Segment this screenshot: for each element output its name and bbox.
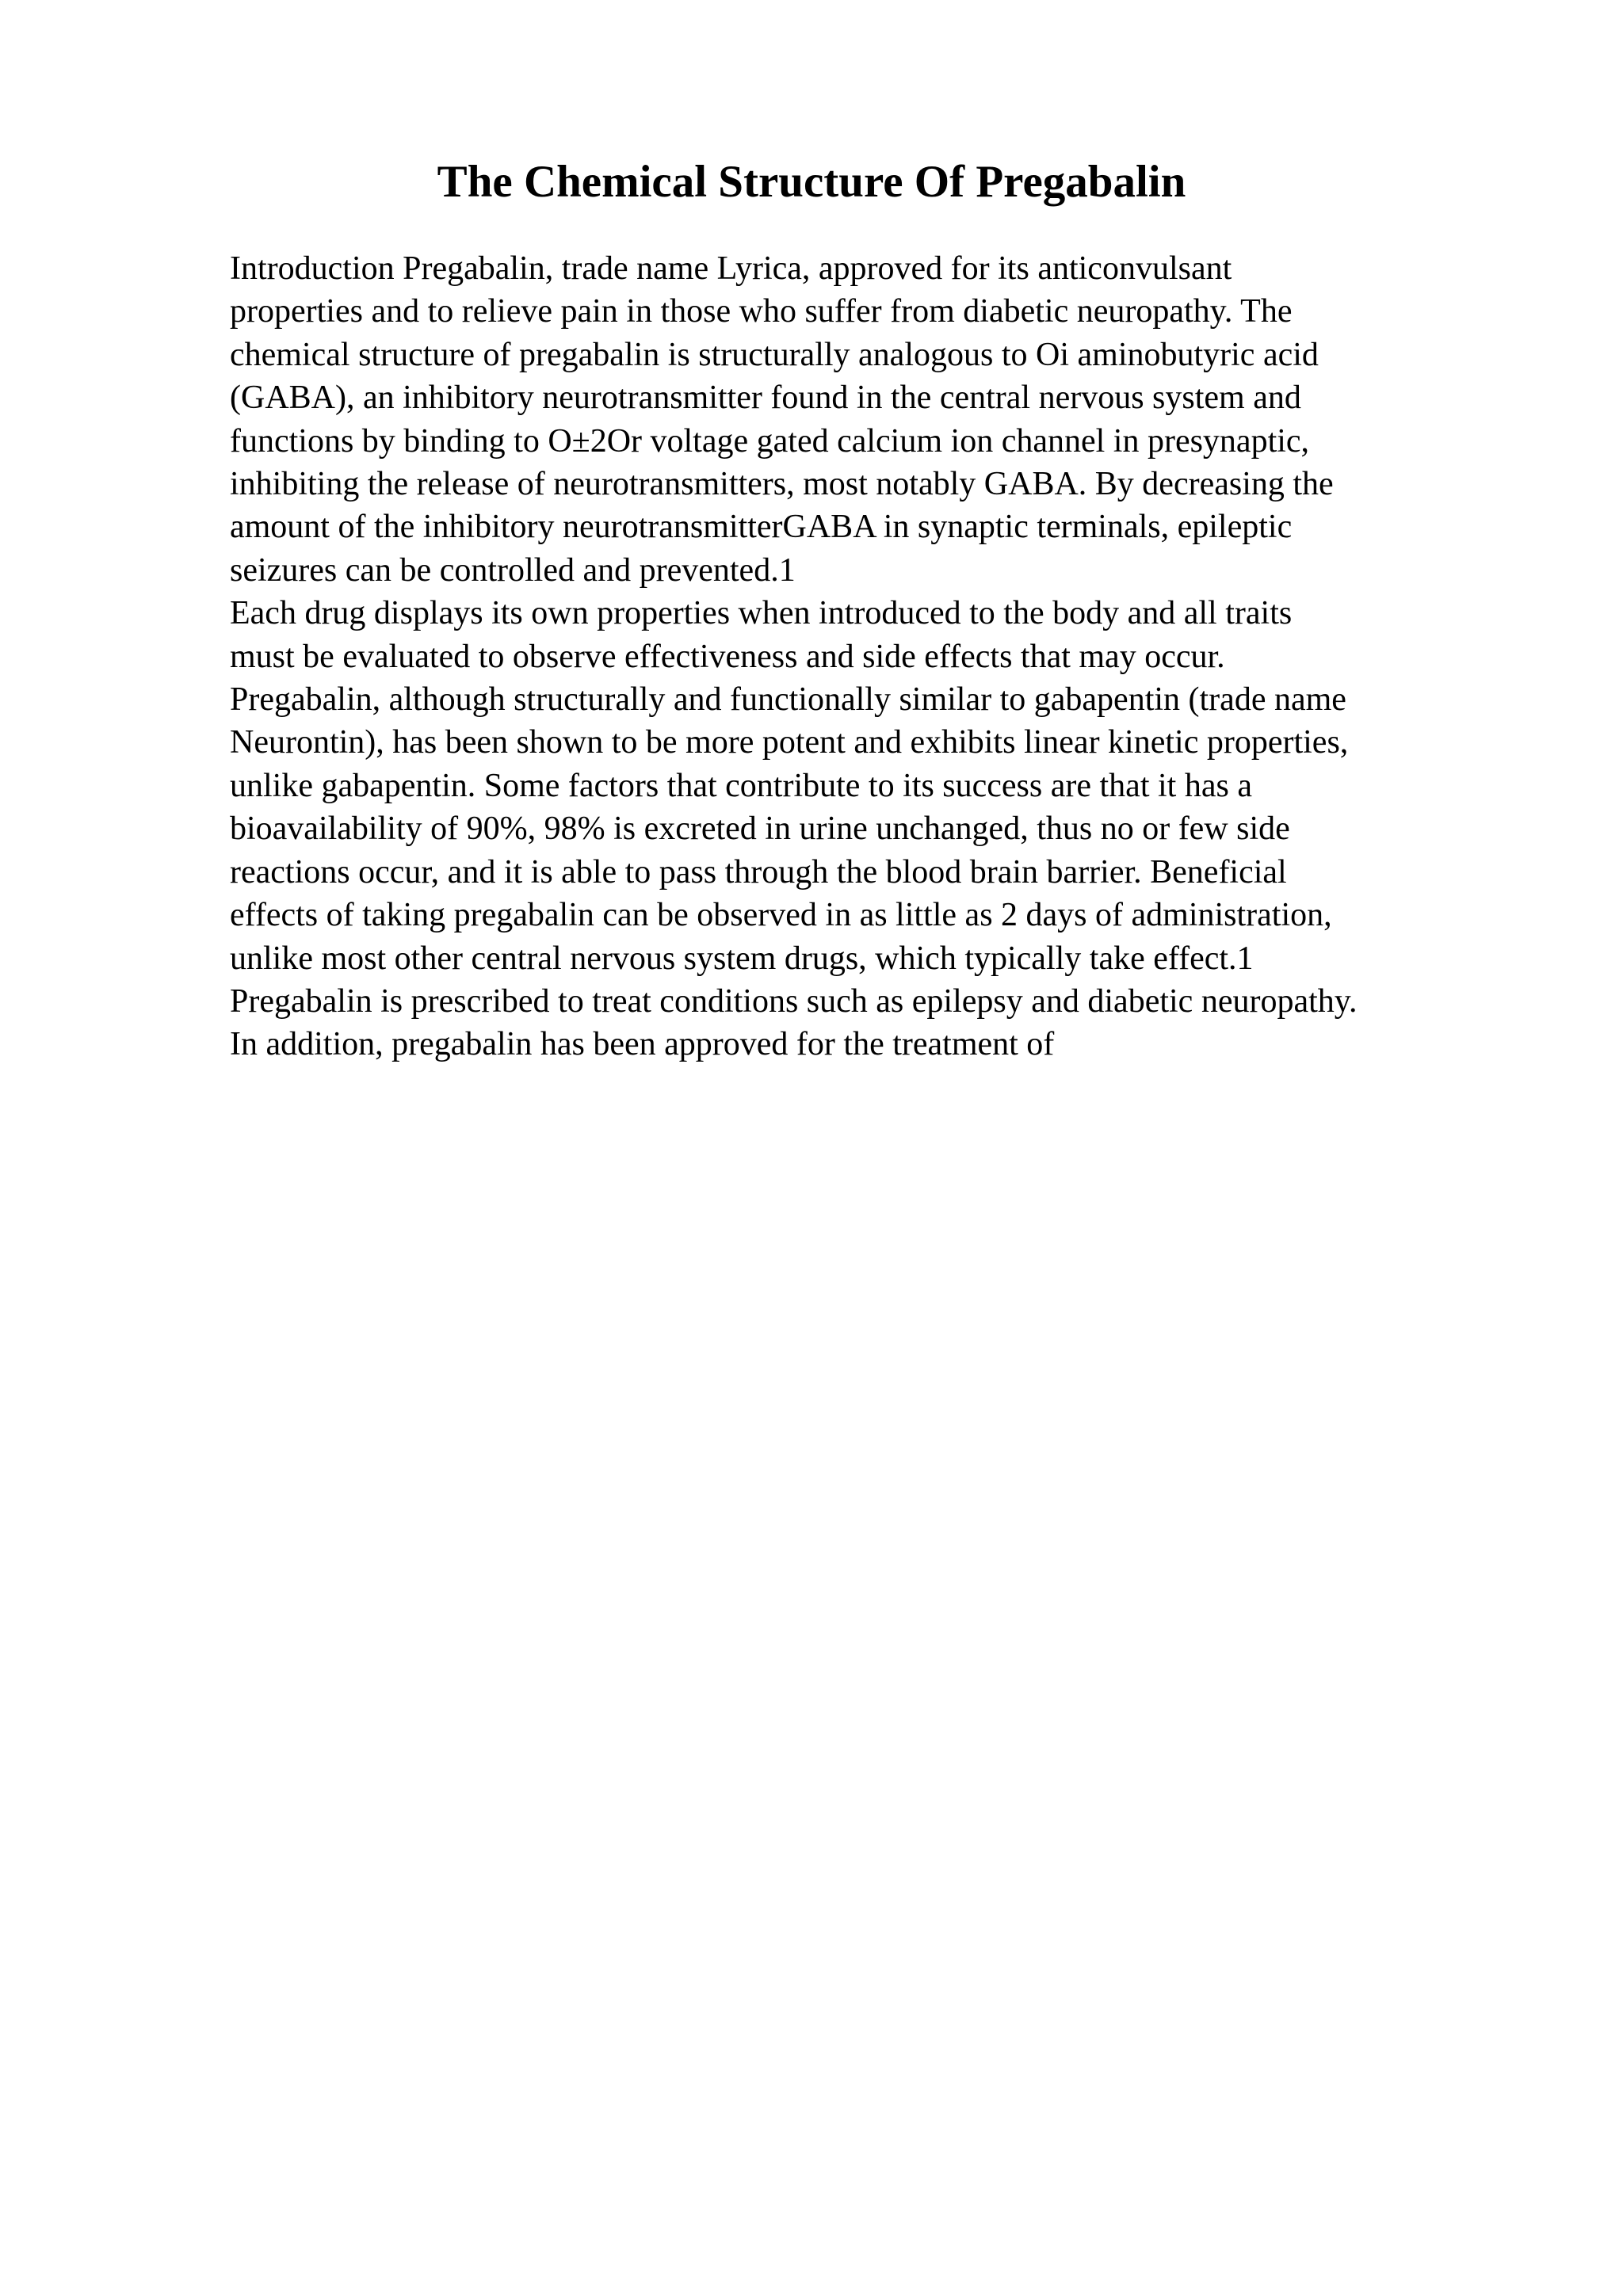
body-line: Pregabalin, although structurally and functionally similar to gabapentin (trade name — [230, 681, 1346, 719]
body-line: Each drug displays its own properties when introduced to the body and all traits — [230, 595, 1293, 632]
body-line: functions by binding to O±2Or voltage gated calcium ion channel in presynaptic, — [230, 422, 1310, 460]
body-line: Introduction Pregabalin, trade name Lyrica, approved for its anticonvulsant — [230, 250, 1232, 287]
body-line: reactions occur, and it is able to pass through the blood brain barrier. Beneficial — [230, 853, 1287, 891]
body-line: seizures can be controlled and prevented.1 — [230, 551, 796, 589]
body-line: bioavailability of 90%, 98% is excreted in urine unchanged, thus no or few side — [230, 810, 1290, 848]
body-line: unlike most other central nervous system drugs, which typically take effect.1 — [230, 940, 1254, 977]
body-line: effects of taking pregabalin can be observed in as little as 2 days of administration, — [230, 897, 1332, 934]
body-line: unlike gabapentin. Some factors that contribute to its success are that it has a — [230, 767, 1252, 804]
body-line: Neurontin), has been shown to be more potent and exhibits linear kinetic properties, — [230, 724, 1349, 761]
body-line: chemical structure of pregabalin is structurally analogous to Oi aminobutyric acid — [230, 336, 1319, 373]
body-line: inhibiting the release of neurotransmitters, most notably GABA. By decreasing the — [230, 466, 1334, 503]
document-body — [230, 247, 1514, 1066]
document-title: The Chemical Structure Of Pregabalin — [437, 157, 1186, 207]
body-line: Pregabalin is prescribed to treat conditions such as epilepsy and diabetic neuropathy. — [230, 982, 1358, 1020]
body-line: amount of the inhibitory neurotransmitterGABA in synaptic terminals, epileptic — [230, 509, 1293, 546]
body-line: (GABA), an inhibitory neurotransmitter found in the central nervous system and — [230, 379, 1301, 417]
body-line: properties and to relieve pain in those who suffer from diabetic neuropathy. The — [230, 293, 1293, 330]
body-line: In addition, pregabalin has been approved for the treatment of — [230, 1026, 1055, 1063]
body-line: must be evaluated to observe effectiveness and side effects that may occur. — [230, 638, 1225, 675]
